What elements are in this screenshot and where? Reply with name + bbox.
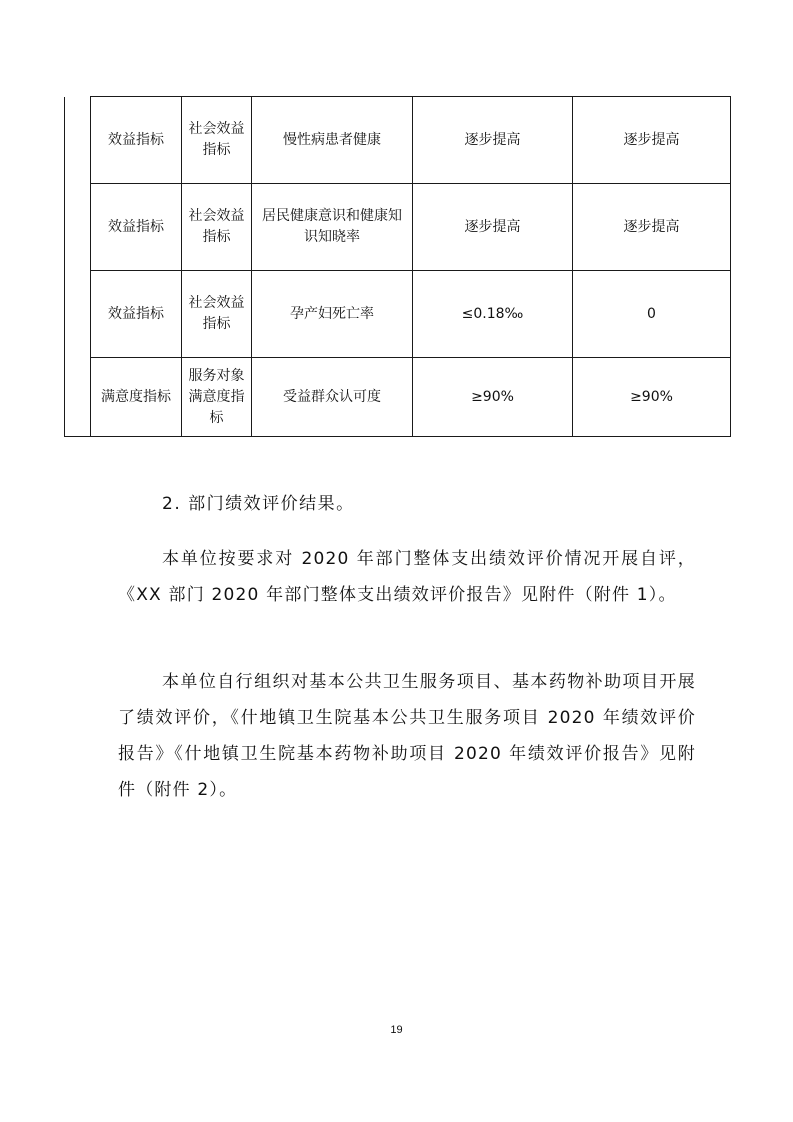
indicator-cell: 受益群众认可度	[252, 358, 413, 437]
category-cell: 效益指标	[91, 271, 182, 358]
category-cell: 效益指标	[91, 184, 182, 271]
section-heading: 2. 部门绩效评价结果。	[162, 494, 355, 514]
target-cell: ≤0.18‰	[413, 271, 573, 358]
indicator-cell: 慢性病患者健康	[252, 97, 413, 184]
table-row	[65, 184, 731, 271]
left-merged-cell	[65, 97, 91, 437]
subcategory-cell: 社会效益指标	[182, 271, 252, 358]
target-cell: 逐步提高	[413, 97, 573, 184]
paragraph-self-evaluation: 本单位按要求对 2020 年部门整体支出绩效评价情况开展自评，《XX 部门 2020 年部门整体支出绩效评价报告》见附件（附件 1）。	[118, 549, 696, 605]
category-cell: 满意度指标	[91, 358, 182, 437]
subcategory-cell: 社会效益指标	[182, 97, 252, 184]
table-row	[65, 271, 731, 358]
table-row	[65, 97, 731, 184]
indicator-cell: 居民健康意识和健康知识知晓率	[252, 184, 413, 271]
paragraph-project-evaluation: 本单位自行组织对基本公共卫生服务项目、基本药物补助项目开展了绩效评价，《什地镇卫生院基本公共卫生服务项目 2020 年绩效评价报告》《什地镇卫生院基本药物补助项目 2020 年绩效评价报告》见附件（附件 2）。	[118, 672, 696, 800]
actual-cell: 逐步提高	[573, 184, 731, 271]
performance-indicator-table	[64, 96, 730, 437]
subcategory-cell: 社会效益指标	[182, 184, 252, 271]
table-row	[65, 358, 731, 437]
target-cell: 逐步提高	[413, 184, 573, 271]
target-cell: ≥90%	[413, 358, 573, 437]
actual-cell: ≥90%	[573, 358, 731, 437]
actual-cell: 0	[573, 271, 731, 358]
indicator-table	[64, 96, 731, 437]
category-cell: 效益指标	[91, 97, 182, 184]
subcategory-cell: 服务对象满意度指标	[182, 358, 252, 437]
actual-cell: 逐步提高	[573, 97, 731, 184]
indicator-cell: 孕产妇死亡率	[252, 271, 413, 358]
page-number: 19	[390, 1024, 403, 1036]
